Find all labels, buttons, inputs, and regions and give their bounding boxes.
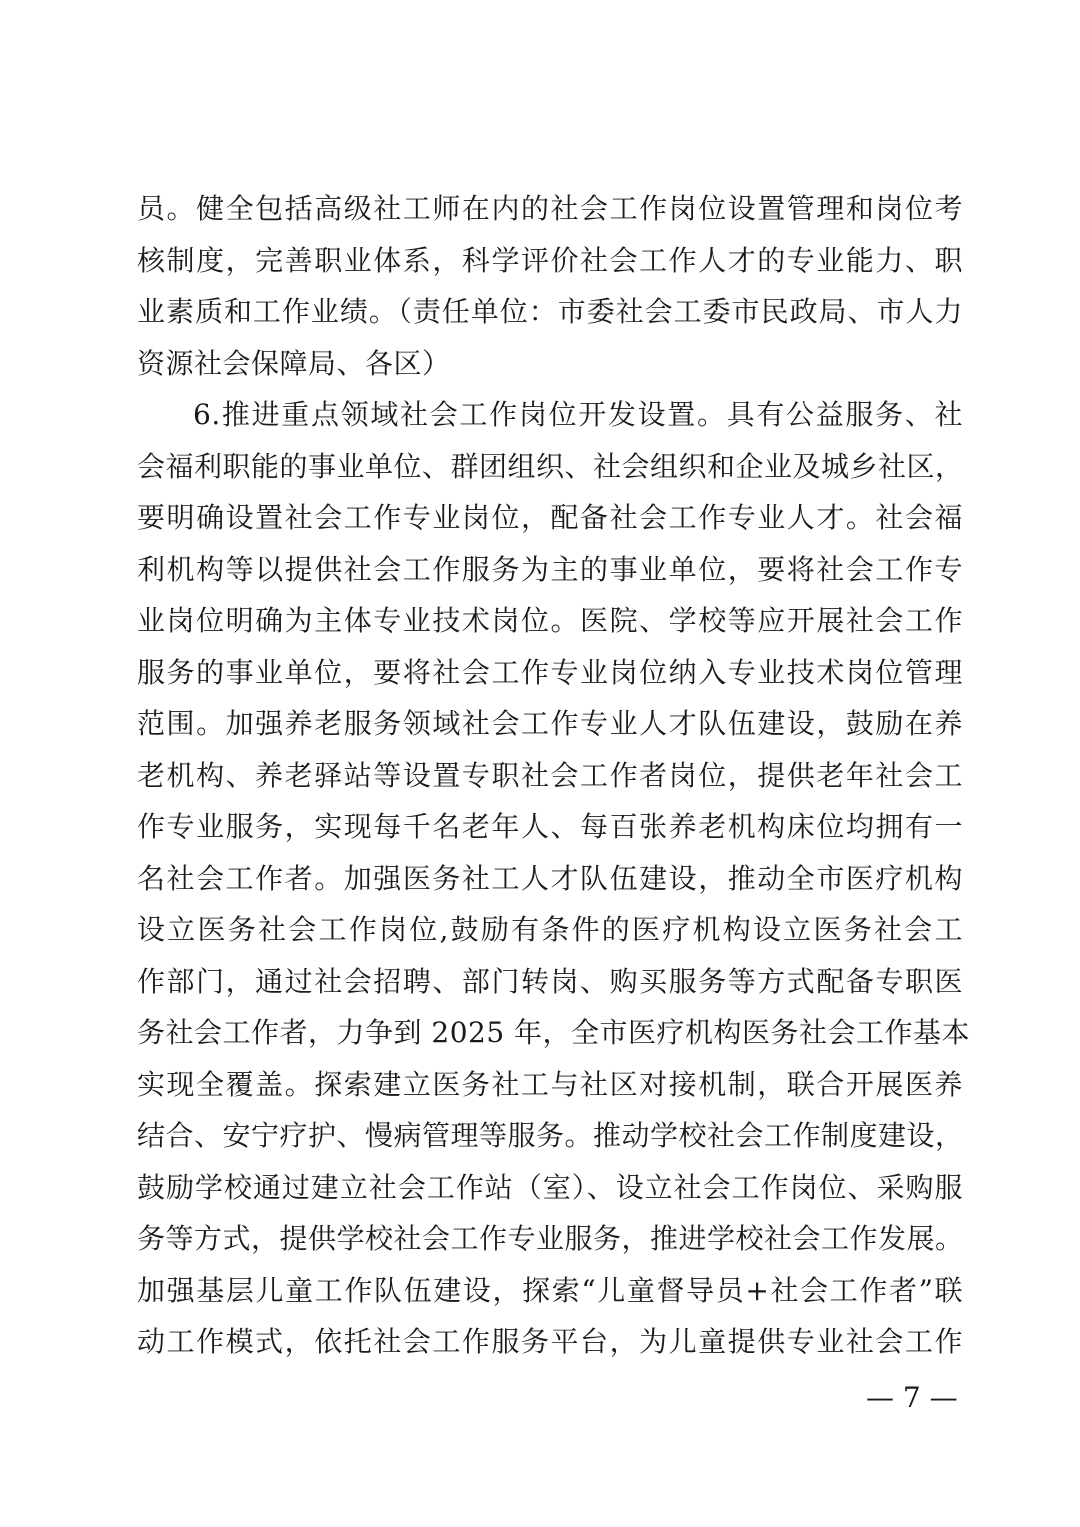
text-line: 资源社会保障局、各区） bbox=[137, 346, 451, 380]
text-line: 员。健全包括高级社工师在内的社会工作岗位设置管理和岗位考 bbox=[137, 192, 963, 225]
text-line: 会福利职能的事业单位、群团组织、社会组织和企业及城乡社区， bbox=[137, 449, 964, 483]
section-heading-line: 6.推进重点领域社会工作岗位开发设置。具有公益服务、社 bbox=[193, 398, 963, 431]
text-line: 范围。加强养老服务领域社会工作专业人才队伍建设，鼓励在养 bbox=[137, 707, 963, 740]
text-line: 务社会工作者，力争到 2025 年，全市医疗机构医务社会工作基本 bbox=[137, 1016, 971, 1049]
text-line: 业岗位明确为主体专业技术岗位。医院、学校等应开展社会工作 bbox=[137, 604, 963, 637]
text-line: 作专业服务，实现每千名老年人、每百张养老机构床位均拥有一 bbox=[137, 810, 963, 843]
text-line: 作部门，通过社会招聘、部门转岗、购买服务等方式配备专职医 bbox=[137, 964, 963, 998]
text-line: 鼓励学校通过建立社会工作站（室）、设立社会工作岗位、采购服 bbox=[137, 1170, 963, 1204]
text-line: 结合、安宁疗护、慢病管理等服务。推动学校社会工作制度建设， bbox=[137, 1119, 964, 1152]
text-line: 加强基层儿童工作队伍建设，探索“儿童督导员+社会工作者”联 bbox=[137, 1273, 963, 1307]
text-line: 要明确设置社会工作专业岗位，配备社会工作专业人才。社会福 bbox=[137, 501, 963, 534]
text-line: 业素质和工作业绩。（责任单位：市委社会工委市民政局、市人力 bbox=[137, 295, 963, 328]
text-line: 实现全覆盖。探索建立医务社工与社区对接机制，联合开展医养 bbox=[137, 1067, 963, 1101]
text-line: 核制度，完善职业体系，科学评价社会工作人才的专业能力、职 bbox=[137, 243, 963, 277]
text-line: 务等方式，提供学校社会工作专业服务，推进学校社会工作发展。 bbox=[137, 1222, 964, 1255]
text-line: 利机构等以提供社会工作服务为主的事业单位，要将社会工作专 bbox=[137, 552, 963, 586]
text-line: 动工作模式，依托社会工作服务平台，为儿童提供专业社会工作 bbox=[137, 1325, 963, 1358]
text-line: 设立医务社会工作岗位,鼓励有条件的医疗机构设立医务社会工 bbox=[137, 913, 963, 946]
text-line: 服务的事业单位，要将社会工作专业岗位纳入专业技术岗位管理 bbox=[137, 655, 963, 689]
body-text bbox=[137, 183, 971, 1368]
text-line: 名社会工作者。加强医务社工人才队伍建设，推动全市医疗机构 bbox=[137, 861, 963, 895]
page-number: — 7 — bbox=[866, 1381, 958, 1414]
text-line: 老机构、养老驿站等设置专职社会工作者岗位，提供老年社会工 bbox=[137, 758, 963, 792]
